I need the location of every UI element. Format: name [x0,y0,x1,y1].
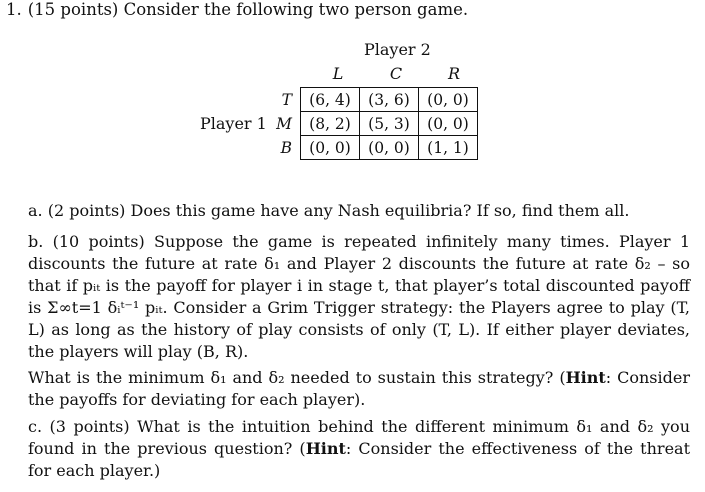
cell-m-c: (5, 3) [360,112,419,136]
part-b-text: b. (10 points) Suppose the game is repeated infinitely many times. Player 1 discounts the future at rate δ₁ and Player 2 discounts the future at rate δ₂ – so that if pᵢₜ is the payoff for player i in stage t, that player’s total discounted payoff is Σ∞t=1 δᵢᵗ⁻¹ pᵢₜ. Consider a Grim Trigger strategy: the Players agree to play (T, L) as long as the history of play consists of only (T, L). If either player deviates, the players will play (B, R). [28,232,690,361]
part-c-post: : Consider the effectiveness of the threat for each player.) [28,439,691,480]
part-b-question-pre: What is the minimum δ₁ and δ₂ needed to sustain this strategy? ( [28,368,566,387]
part-b-question [28,367,690,411]
row-label-t: T [281,90,292,109]
matrix-row-m [268,112,478,136]
row-label-m: M [276,114,292,133]
cell-b-r: (1, 1) [419,136,478,160]
part-c-pre: c. (3 points) What is the intuition behind the different minimum δ₁ and δ₂ you found in the previous question? ( [28,417,690,458]
cell-b-c: (0, 0) [360,136,419,160]
part-b-question-post: : Consider the payoffs for deviating for each player). [28,368,690,409]
part-b-hint-label: Hint [565,368,606,387]
payoff-matrix [268,87,478,160]
cell-b-l: (0, 0) [301,136,360,160]
cell-m-r: (0, 0) [419,112,478,136]
player1-label: Player 1 [200,114,267,133]
part-c-text [28,416,690,482]
part-c-hint-label: Hint [305,439,346,458]
cell-t-r: (0, 0) [419,88,478,112]
cell-m-l: (8, 2) [301,112,360,136]
column-label-l: L [332,64,344,83]
matrix-row-t [268,88,478,112]
cell-t-c: (3, 6) [360,88,419,112]
question-header [6,0,468,19]
part-a-text: a. (2 points) Does this game have any Nash equilibria? If so, find them all. [28,201,630,220]
column-label-c: C [389,64,403,83]
player2-label: Player 2 [364,40,431,59]
question-number: 1. [6,0,22,19]
row-label-b: B [280,138,292,157]
question-text: (15 points) Consider the following two person game. [27,0,469,19]
cell-t-l: (6, 4) [301,88,360,112]
column-label-r: R [447,64,461,83]
matrix-row-b [268,136,478,160]
